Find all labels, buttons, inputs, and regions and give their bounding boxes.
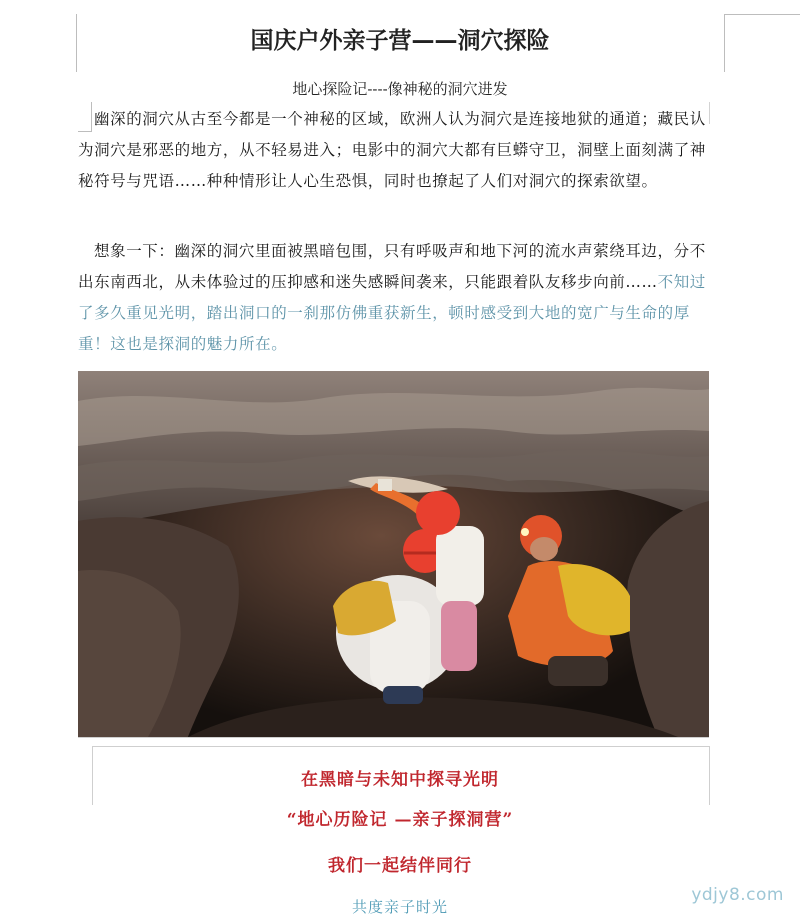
imagine-paragraph-highlight: 不知过了多久重见光明，踏出洞口的一刹那仿佛重获新生，顿时感受到大地的宽广与生命的厚重！这也是探洞的魅力所在。 bbox=[78, 273, 706, 353]
document-subtitle: 地心探险记----像神秘的洞穴进发 bbox=[292, 80, 508, 98]
page-corner-mark-right-top bbox=[724, 14, 800, 15]
imagine-paragraph bbox=[78, 236, 710, 360]
slogan-line-2: “地心历险记 —亲子探洞营” bbox=[286, 810, 514, 830]
intro-paragraph bbox=[78, 104, 710, 197]
cave-exploration-photo bbox=[78, 371, 709, 737]
photo-bottom-border bbox=[78, 737, 709, 738]
intro-paragraph-text: 幽深的洞穴从古至今都是一个神秘的区域，欧洲人认为洞穴是连接地狱的通道；藏民认为洞穴是邪恶的地方，从不轻易进入；电影中的洞穴大都有巨蟒守卫，洞壁上面刻满了神秘符号与咒语……种种情形让人心生恐惧，同时也撩起了人们对洞穴的探索欲望。 bbox=[78, 110, 706, 190]
imagine-paragraph-text: 想象一下：幽深的洞穴里面被黑暗包围，只有呼吸声和地下河的流水声萦绕耳边，分不出东南西北，从未体验过的压抑感和迷失感瞬间袭来，只能跟着队友移步向前…… bbox=[78, 242, 706, 291]
slogan-line-3: 我们一起结伴同行 bbox=[328, 856, 472, 876]
slogan-line-1: 在黑暗与未知中探寻光明 bbox=[301, 770, 499, 790]
document-title: 国庆户外亲子营——洞穴探险 bbox=[250, 28, 550, 54]
site-watermark: ydjy8.com bbox=[691, 885, 784, 905]
slogan-line-4: 共度亲子时光 bbox=[351, 898, 448, 916]
